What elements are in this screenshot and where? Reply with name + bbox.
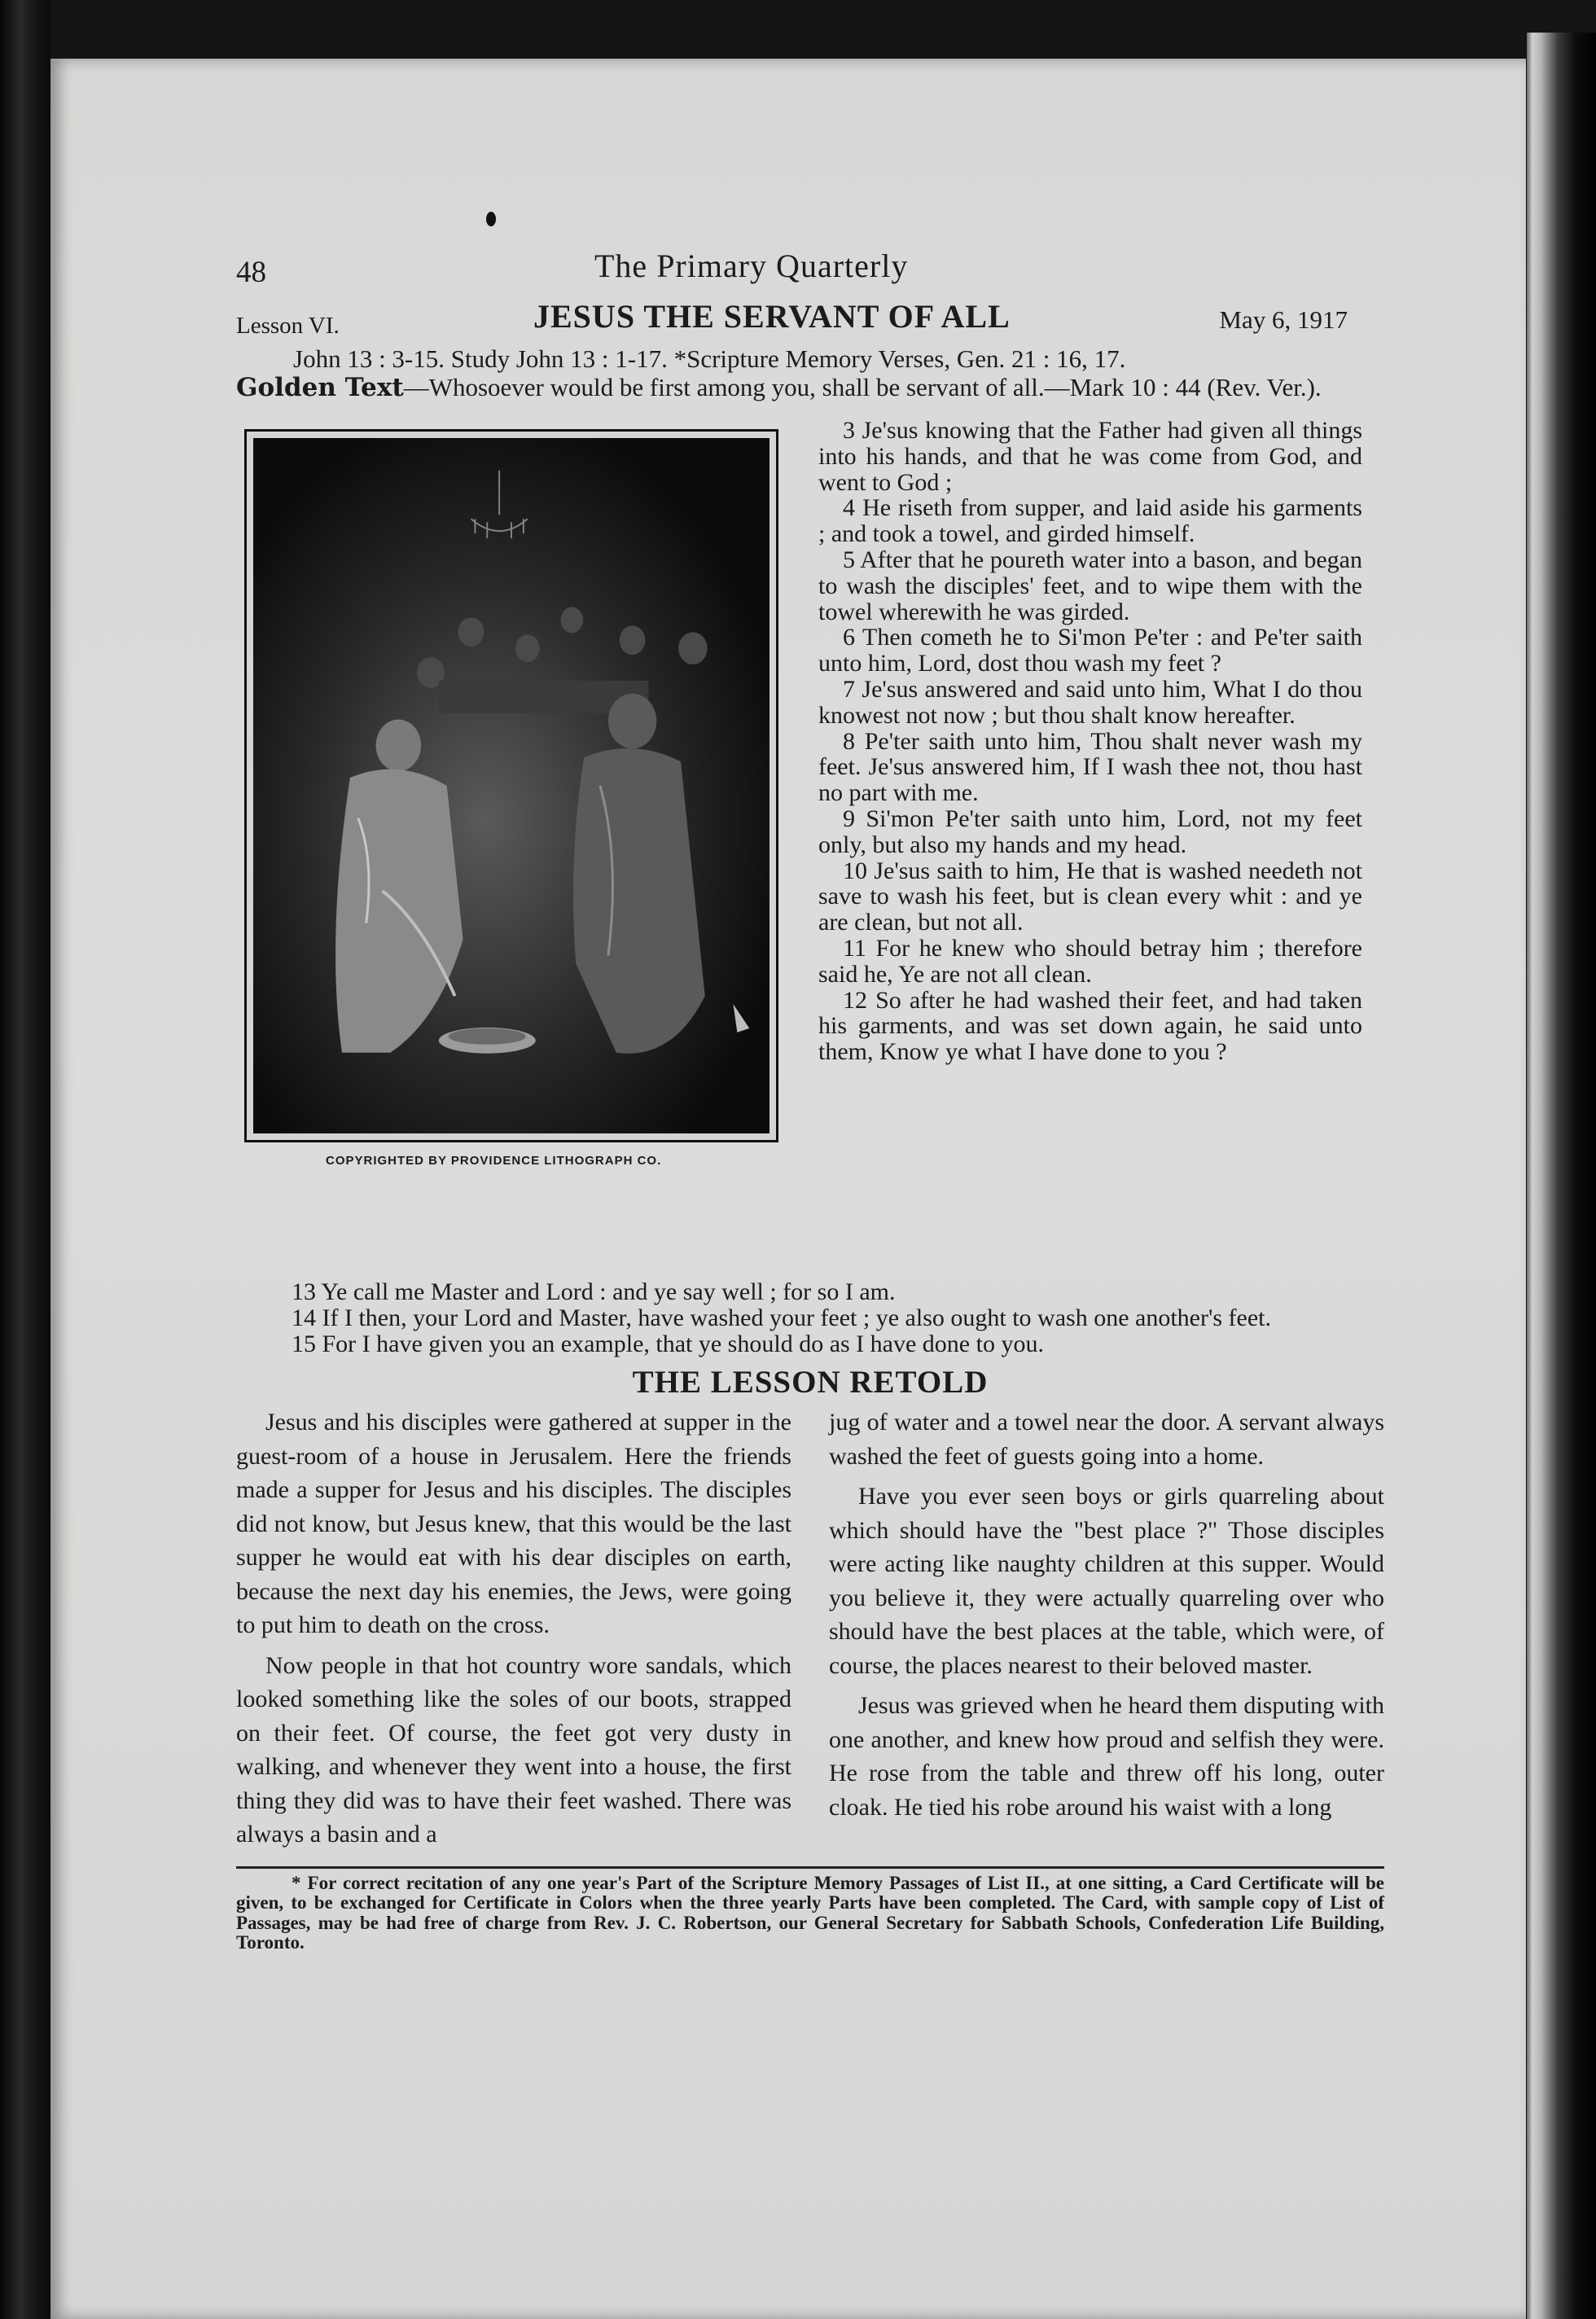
verse-9: 9 Si'mon Pe'ter saith unto him, Lord, not my feet only, but also my hands and my head. <box>818 804 1362 858</box>
retold-paragraph: Have you ever seen boys or girls quarreling about which should have the "best place ?" Those disciples were acting like naughty children at this supper. Would you believe it, they were actually quarreling over who should have the best places at the table, which were, of course, the places nearest to their beloved master. <box>829 1483 1384 1679</box>
footnote: * For correct recitation of any one year's Part of the Scripture Memory Passages of List II., at one sitting, a Card Certificate will be given, to be exchanged for Certificate in Colors when the three yearly Parts have been completed. The Card, with sample copy of List of Passages, may be had free of charge from Rev. J. C. Robertson, our General Secretary for Sabbath Schools, Confederation Life Building, Toronto. <box>236 1872 1384 1953</box>
verse-15: 15 For I have given you an example, that ye should do as I have done to you. <box>292 1330 1044 1357</box>
footnote-rule <box>236 1866 1384 1869</box>
page-number: 48 <box>236 256 266 289</box>
verse-3: 3 Je'sus knowing that the Father had given all things into his hands, and that he was come from God, and went to God ; <box>818 417 1362 496</box>
lesson-retold <box>236 1405 1384 1858</box>
lesson-top-block <box>236 418 1384 1279</box>
verse-14: 14 If I then, your Lord and Master, have washed your feet ; ye also ought to wash one another's feet. <box>292 1304 1272 1331</box>
retold-paragraph: Jesus and his disciples were gathered at supper in the guest-room of a house in Jerusalem. Here the friends made a supper for Jesus and his disciples. The disciples did not know, but Jesus knew, that this would be the last supper he would eat with his dear disciples on earth, because the next day his enemies, the Jews, were going to put him to death on the cross. <box>236 1409 791 1638</box>
illustration-frame <box>244 429 778 1142</box>
retold-paragraph: Jesus was grieved when he heard them disputing with one another, and knew how proud and selfish they were. He rose from the table and threw off his long, outer cloak. He tied his robe around his waist with a long <box>829 1692 1384 1821</box>
verse-5: 5 After that he poureth water into a bason, and began to wash the disciples' feet, and to wipe them with the towel wherewith he was girded. <box>818 546 1362 625</box>
verse-12: 12 So after he had washed their feet, and had taken his garments, and was set down again, he said unto them, Know ye what I have done to you ? <box>818 986 1362 1066</box>
retold-column-left <box>236 1405 791 1858</box>
lesson-row <box>236 298 1384 342</box>
verse-13: 13 Ye call me Master and Lord : and ye say well ; for so I am. <box>292 1278 896 1305</box>
verse-4: 4 He riseth from supper, and laid aside his garments ; and took a towel, and girded himself. <box>818 494 1362 548</box>
lesson-date: May 6, 1917 <box>1219 305 1348 334</box>
lesson-retold-title: THE LESSON RETOLD <box>632 1365 989 1400</box>
running-head: The Primary Quarterly <box>594 248 909 284</box>
page-content <box>236 248 1384 1953</box>
verse-7: 7 Je'sus answered and said unto him, What I do thou knowest not now ; but thou shalt know hereafter. <box>818 675 1362 729</box>
retold-paragraph: Now people in that hot country wore sandals, which looked something like the soles of our boots, strapped on their feet. Of course, the feet got very dusty in walking, and whenever they went into a house, the first thing they did was to have their feet washed. There was always a basin and a <box>236 1651 791 1848</box>
ink-dot <box>486 212 496 226</box>
scripture-verses-right <box>818 418 1362 1065</box>
verse-6: 6 Then cometh he to Si'mon Pe'ter : and Pe'ter saith unto him, Lord, dost thou wash my feet ? <box>818 624 1362 677</box>
verse-8: 8 Pe'ter saith unto him, Thou shalt never wash my feet. Je'sus answered him, If I wash thee not, thou hast no part with me. <box>818 727 1362 807</box>
foot-washing-illustration <box>253 438 770 1133</box>
left-binding <box>0 0 50 2319</box>
lesson-title: JESUS THE SERVANT OF ALL <box>533 298 1011 335</box>
verse-11: 11 For he knew who should betray him ; therefore said he, Ye are not all clean. <box>818 934 1362 988</box>
header-row <box>236 248 1384 298</box>
golden-text-label: Golden Text <box>236 373 404 402</box>
illustration-credit: COPYRIGHTED BY PROVIDENCE LITHOGRAPH CO. <box>326 1154 662 1168</box>
retold-column-right <box>829 1405 1384 1858</box>
lesson-number: Lesson VI. <box>236 313 340 339</box>
right-binding <box>1527 33 1596 2319</box>
verse-10: 10 Je'sus saith to him, He that is washed needeth not save to wash his feet, but is clean every whit : and ye are clean, but not all. <box>818 857 1362 936</box>
golden-text-body: —Whosoever would be first among you, shall be servant of all.—Mark 10 : 44 (Rev. Ver.). <box>403 373 1322 401</box>
retold-paragraph: jug of water and a towel near the door. A servant always washed the feet of guests going into a home. <box>829 1409 1384 1470</box>
reference-line: John 13 : 3-15. Study John 13 : 1-17. *Scripture Memory Verses, Gen. 21 : 16, 17. <box>293 344 1126 373</box>
golden-text <box>236 374 1384 401</box>
scripture-verses-full-width <box>236 1279 1384 1357</box>
